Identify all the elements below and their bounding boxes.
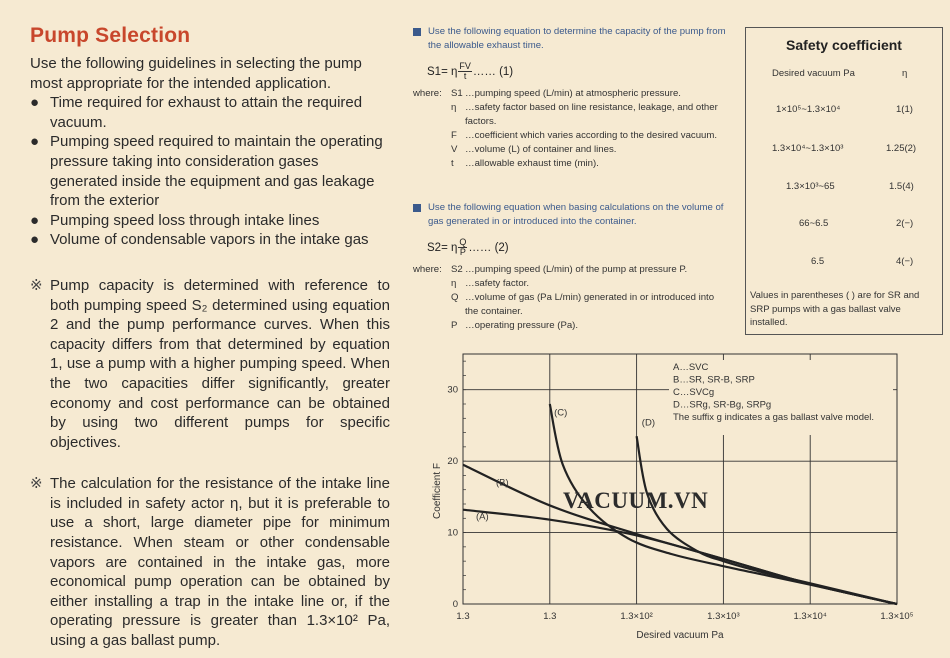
y-tick-label: 20 <box>447 456 458 468</box>
equation-1-section <box>413 25 728 171</box>
safety-header-vacuum: Desired vacuum Pa <box>772 68 855 79</box>
bullet-item <box>30 132 390 210</box>
legend-entry: The suffix g indicates a gas ballast valve model. <box>673 412 875 423</box>
definition-text: …safety factor. <box>465 278 529 289</box>
definition-text: …coefficient which varies according to the desired vacuum. <box>465 130 718 141</box>
note-mark: ※ <box>30 276 43 294</box>
bullet-text: Pumping speed required to maintain the operating pressure taking into consideration gases generated inside the equipment and gas leakage from the exterior <box>50 133 383 210</box>
square-bullet-icon <box>413 204 421 212</box>
where-label <box>413 157 451 171</box>
safety-vacuum-cell: 1×10⁵~1.3×10⁴ <box>776 104 841 115</box>
bullet-dot: ● <box>30 94 40 112</box>
bullet-item <box>30 211 390 231</box>
bullet-item <box>30 230 390 250</box>
safety-vacuum-cell: 1.3×10⁴~1.3×10³ <box>772 143 844 154</box>
note-text: Pump capacity is determined with reference to both pumping speed S₂ determined using equation 2 and the pump performance curves. When this capacity differs from that determined by equation 1, use a pump with a higher pumping speed. When the two capacities differ significantly, greater economy and cost performance can be obtained by using two different pumps for specific objectives. <box>50 276 390 451</box>
equation-2: S2= η $\frac{Q}{P}$ …… (2) <box>427 237 509 257</box>
x-axis-label: Desired vacuum Pa <box>636 630 724 641</box>
x-tick-label: 1.3×10⁴ <box>793 611 827 622</box>
bullet-dot: ● <box>30 133 40 151</box>
y-tick-label: 30 <box>447 384 458 396</box>
definition-symbol: P <box>451 320 458 331</box>
page-title: Pump Selection <box>30 24 191 47</box>
safety-title: Safety coefficient <box>786 37 902 53</box>
where-label: where: <box>413 264 442 275</box>
safety-vacuum-cell: 6.5 <box>811 256 825 267</box>
bullet-dot: ● <box>30 211 40 229</box>
bullet-text: Pumping speed loss through intake lines <box>50 211 320 229</box>
safety-vacuum-cell: 1.3×10³~65 <box>786 181 835 192</box>
definition-symbol: S2 <box>451 264 463 275</box>
definition-symbol: F <box>451 130 457 141</box>
where-label <box>413 319 451 333</box>
bullet-dot: ● <box>30 231 40 249</box>
definition-symbol: S1 <box>451 88 463 99</box>
definition-text: …allowable exhaust time (min). <box>465 158 599 169</box>
equation-2-header: Use the following equation when basing calculations on the volume of gas generated in or introduced into the container. <box>413 201 728 229</box>
definition-text: …pumping speed (L/min) of the pump at pressure P. <box>465 264 688 275</box>
y-tick-label: 10 <box>447 527 458 539</box>
definition-text: …pumping speed (L/min) at atmospheric pressure. <box>465 88 681 99</box>
y-tick-label: 0 <box>452 599 458 610</box>
equation-2-definitions <box>413 263 728 333</box>
bullet-item <box>30 93 390 132</box>
safety-eta-cell: 4(−) <box>896 256 914 267</box>
series-label: (D) <box>641 417 656 429</box>
equation-1: S1= η $\frac{FV}{t}$ …… (1) <box>427 61 514 81</box>
note-paragraph <box>30 474 390 650</box>
safety-note: Values in parentheses ( ) are for SR and SRP pumps with a gas ballast valve installed. <box>750 290 920 328</box>
x-tick-label: 1.3×10² <box>620 611 653 622</box>
definition-text: …volume (L) of container and lines. <box>465 144 617 155</box>
safety-coefficient-box <box>745 27 943 335</box>
note-mark: ※ <box>30 475 43 493</box>
legend-entry: A…SVC <box>673 362 709 373</box>
series-label: (A) <box>476 511 489 523</box>
series-label: (C) <box>554 407 568 419</box>
where-label <box>413 129 451 143</box>
where-label <box>413 277 451 291</box>
note-text: The calculation for the resistance of the intake line is included in safety actor η, but it is preferable to use a short, large diameter pipe for minimum resistance. When steam or other condensable vapors are contained in the intake gas, more economical pump operation can be obtained by either installing a trap in the intake line or, if the operating pressure is greater than 1.3×10² Pa, using a gas ballast pump. <box>50 475 390 650</box>
equation-1-header: Use the following equation to determine the capacity of the pump from the allowable exhaust time. <box>413 25 728 53</box>
series-line <box>463 465 897 604</box>
fraction: $\frac{FV}{t}$ <box>459 61 471 81</box>
x-tick-label: 1.3×10⁵ <box>880 611 914 622</box>
safety-eta-cell: 1.25(2) <box>886 143 917 154</box>
safety-header-eta: η <box>902 68 908 79</box>
fraction: $\frac{Q}{P}$ <box>459 237 467 257</box>
equation-1-definitions <box>413 87 728 171</box>
y-axis-label: Coefficient F <box>432 463 443 519</box>
definition-text: …volume of gas (Pa L/min) generated in or introduced into the container. <box>465 292 715 317</box>
where-label <box>413 143 451 157</box>
legend-entry: C…SVCg <box>673 387 715 398</box>
x-tick-label: 1.3 <box>543 611 557 622</box>
watermark: VACUUM.VN <box>563 488 709 513</box>
definition-symbol: V <box>451 144 458 155</box>
where-label <box>413 291 451 319</box>
x-tick-label: 1.3 <box>456 611 470 622</box>
legend-entry: D…SRg, SR-Bg, SRPg <box>673 399 772 411</box>
definition-text: …operating pressure (Pa). <box>465 320 579 331</box>
guidelines-column <box>30 54 390 651</box>
note-paragraph <box>30 276 390 452</box>
legend-entry: B…SR, SR-B, SRP <box>673 374 755 386</box>
where-label <box>413 101 451 129</box>
definition-symbol: Q <box>451 292 459 303</box>
safety-eta-cell: 1(1) <box>896 104 913 115</box>
safety-eta-cell: 2(−) <box>896 218 914 229</box>
x-tick-label: 1.3×10³ <box>707 611 740 622</box>
definition-symbol: t <box>451 158 454 169</box>
where-label: where: <box>413 88 442 99</box>
intro-text: Use the following guidelines in selecting the pump most appropriate for the intended application. <box>30 55 362 92</box>
series-label: (B) <box>495 477 509 489</box>
equation-2-section <box>413 201 728 333</box>
definition-symbol: η <box>451 102 457 113</box>
safety-eta-cell: 1.5(4) <box>889 181 914 192</box>
definition-text: …safety factor based on line resistance, leakage, and other factors. <box>465 102 718 127</box>
square-bullet-icon <box>413 28 421 36</box>
safety-vacuum-cell: 66~6.5 <box>799 218 829 229</box>
definition-symbol: η <box>451 278 457 289</box>
bullet-text: Time required for exhaust to attain the required vacuum. <box>50 94 363 131</box>
bullet-text: Volume of condensable vapors in the intake gas <box>50 231 369 249</box>
